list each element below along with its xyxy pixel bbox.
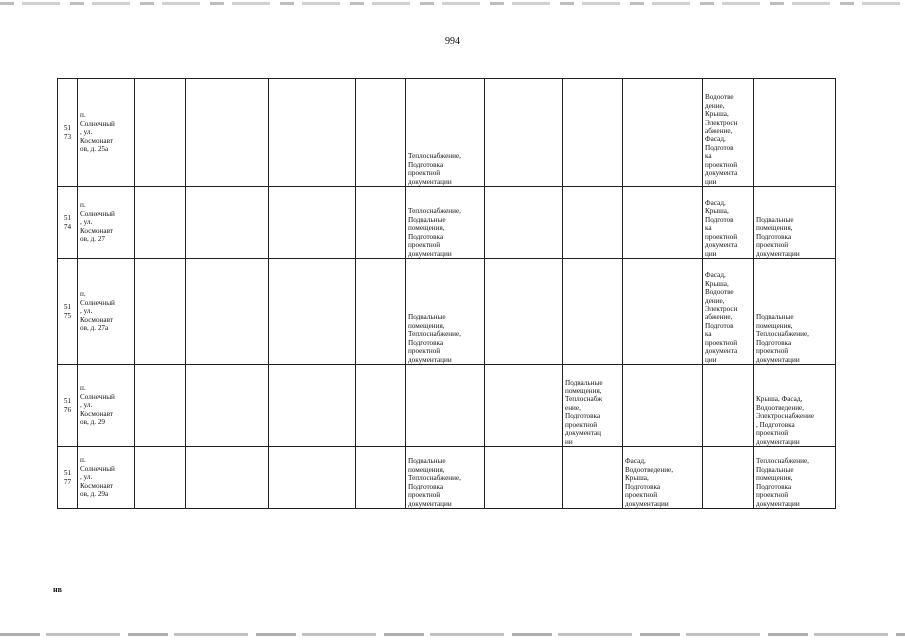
work-cell: [406, 365, 485, 447]
work-cell: Подвальные помещения, Теплоснабжение, Подготовка проектной документации: [406, 447, 485, 509]
empty-cell: [186, 79, 269, 187]
work-cell: [703, 365, 754, 447]
empty-cell: [356, 365, 406, 447]
address-cell: п. Солнечный , ул. Космонавт ов, д. 27: [78, 187, 135, 259]
work-cell: Подвальные помещения, Теплоснабжение, Подготовка проектной документации: [406, 259, 485, 365]
work-cell: [623, 187, 703, 259]
work-cell: [563, 447, 623, 509]
empty-cell: [269, 447, 356, 509]
work-cell: Водоотве дение, Крыша, Электросн абжение, Фасад, Подготов ка проектной документа ции: [703, 79, 754, 187]
empty-cell: [186, 365, 269, 447]
work-cell: Фасад, Крыша, Водоотве дение, Электросн абжение, Подготов ка проектной документа ции: [703, 259, 754, 365]
table-row: [58, 79, 836, 187]
work-cell: Теплоснабжение, Подвальные помещения, Подготовка проектной документации: [406, 187, 485, 259]
table-row: [58, 187, 836, 259]
work-cell: Подвальные помещения, Подготовка проектной документации: [754, 187, 836, 259]
row-number: 51 76: [58, 365, 78, 447]
empty-cell: [186, 447, 269, 509]
page-number: 994: [445, 36, 460, 47]
row-number: 51 73: [58, 79, 78, 187]
empty-cell: [186, 187, 269, 259]
row-number: 51 74: [58, 187, 78, 259]
work-cell: Фасад, Водоотведение, Крыша, Подготовка проектной документации: [623, 447, 703, 509]
work-cell: Теплоснабжение, Подготовка проектной документации: [406, 79, 485, 187]
empty-cell: [356, 259, 406, 365]
empty-cell: [135, 447, 186, 509]
work-cell: [563, 259, 623, 365]
work-cell: [623, 259, 703, 365]
empty-cell: [269, 365, 356, 447]
empty-cell: [269, 79, 356, 187]
work-cell: [485, 447, 563, 509]
work-cell: [485, 365, 563, 447]
table-row: [58, 447, 836, 509]
work-cell: [623, 79, 703, 187]
empty-cell: [135, 187, 186, 259]
work-cell: [485, 187, 563, 259]
empty-cell: [135, 79, 186, 187]
address-cell: п. Солнечный , ул. Космонавт ов, д. 27а: [78, 259, 135, 365]
work-cell: [623, 365, 703, 447]
table-row: [58, 259, 836, 365]
work-cell: Крыша, Фасад, Водоотведение, Электроснабжение , Подготовка проектной документации: [754, 365, 836, 447]
work-cell: Теплоснабжение, Подвальные помещения, Подготовка проектной документации: [754, 447, 836, 509]
scan-edge-top: [0, 2, 905, 5]
address-cell: п. Солнечный , ул. Космонавт ов, д. 29а: [78, 447, 135, 509]
empty-cell: [269, 187, 356, 259]
empty-cell: [356, 447, 406, 509]
empty-cell: [135, 365, 186, 447]
work-cell: [485, 259, 563, 365]
work-cell: Подвальные помещения, Теплоснабжение, Подготовка проектной документации: [754, 259, 836, 365]
empty-cell: [356, 187, 406, 259]
row-number: 51 75: [58, 259, 78, 365]
work-cell: [563, 187, 623, 259]
work-cell: Подвальные помещения, Теплоснабж ение, Подготовка проектной документац ии: [563, 365, 623, 447]
footer-mark: нв: [53, 585, 62, 594]
work-cell: [485, 79, 563, 187]
empty-cell: [135, 259, 186, 365]
work-cell: [754, 79, 836, 187]
work-cell: Фасад, Крыша, Подготов ка проектной документа ции: [703, 187, 754, 259]
empty-cell: [356, 79, 406, 187]
row-number: 51 77: [58, 447, 78, 509]
address-cell: п. Солнечный , ул. Космонавт ов, д. 29: [78, 365, 135, 447]
work-cell: [563, 79, 623, 187]
table-row: [58, 365, 836, 447]
empty-cell: [269, 259, 356, 365]
schedule-table: [57, 78, 836, 509]
empty-cell: [186, 259, 269, 365]
work-cell: [703, 447, 754, 509]
scan-edge-bottom: [0, 633, 905, 636]
address-cell: п. Солнечный , ул. Космонавт ов, д. 25а: [78, 79, 135, 187]
